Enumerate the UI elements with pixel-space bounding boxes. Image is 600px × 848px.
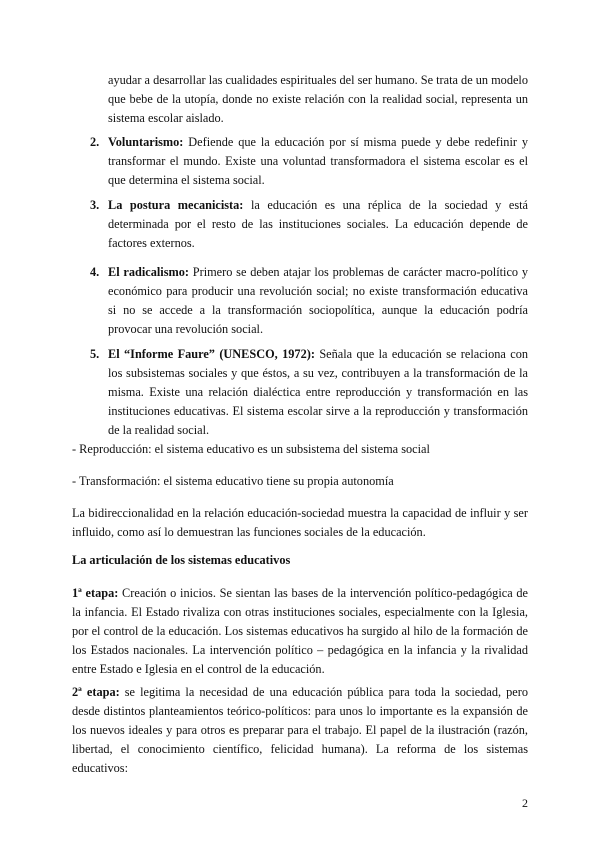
item-term: Voluntarismo: [108,135,184,149]
item-text: la educación es una réplica de la sociedad y está determinada por el resto de las instituciones sociales. La educación depende de factores externos. [108,198,528,250]
item-number-4: 4. [90,265,100,279]
item-term: El “Informe Faure” (UNESCO, 1972): [108,347,315,361]
page-number: 2 [522,796,528,810]
item-term: La postura mecanicista: [108,198,244,212]
item-number-3: 3. [90,198,100,212]
transformacion-line: - Transformación: el sistema educativo tiene su propia autonomía [72,474,394,488]
continuation-paragraph: ayudar a desarrollar las cualidades espirituales del ser humano. Se trata de un modelo que bebe de la utopía, donde no existe relación con la realidad social, representa un sistema escolar aislado. [108,73,528,125]
etapa-label: 2ª etapa: [72,685,120,699]
item-text: Defiende que la educación por sí misma puede y debe redefinir y transformar el mundo. Existe una voluntad transformadora el sistema escolar es el que determina el sistema social. [108,135,528,187]
etapa-text: se legitima la necesidad de una educación pública para toda la sociedad, pero desde distintos planteamientos teórico-políticos: para unos lo importante es la expansión de los nuevos ideales y para otros es preparar para el trabajo. El papel de la ilustración (razón, libertad, el conocimiento científico, felicidad humana). La reforma de los sistemas educativos: [72,685,528,775]
etapa-label: 1ª etapa: [72,586,119,600]
item-text: Primero se deben atajar los problemas de carácter macro-político y económico para producir una revolución social; no existe transformación educativa si no se accede a la transformación sociopolítica, aunque la educación podría provocar una revolución social. [108,265,528,336]
item-number-5: 5. [90,347,100,361]
item-term: El radicalismo: [108,265,189,279]
etapa-2-paragraph [72,683,528,778]
item-text: Señala que la educación se relaciona con los subsistemas sociales y que éstos, a su vez, contribuyen a la transformación de la misma. Existe una relación dialéctica entre reproducción y transformación en las instituciones educativas. El sistema escolar sirve a la reproducción y transformación de la realidad social. [108,347,528,437]
reproduccion-line: - Reproducción: el sistema educativo es un subsistema del sistema social [72,442,430,456]
etapa-1-paragraph [72,584,528,679]
list-item-radicalismo [108,263,528,339]
list-item-voluntarismo [108,133,528,190]
list-item-mecanicista [108,196,528,253]
bidireccionalidad-paragraph: La bidireccionalidad en la relación educación-sociedad muestra la capacidad de influir y ser influido, como así lo demuestran las funciones sociales de la educación. [72,506,528,539]
section-heading: La articulación de los sistemas educativos [72,553,291,567]
item-number-2: 2. [90,135,100,149]
list-item-informe-faure [108,345,528,440]
etapa-text: Creación o inicios. Se sientan las bases de la intervención político-pedagógica de la infancia. El Estado rivaliza con otras instituciones sociales, especialmente con la Iglesia, por el control de la educación. Los sistemas educativos ha surgido al hilo de la formación de los Estados nacionales. La intervención político – pedagógica en la infancia y la rivalidad entre Estado e Iglesia en el control de la educación. [72,586,528,676]
